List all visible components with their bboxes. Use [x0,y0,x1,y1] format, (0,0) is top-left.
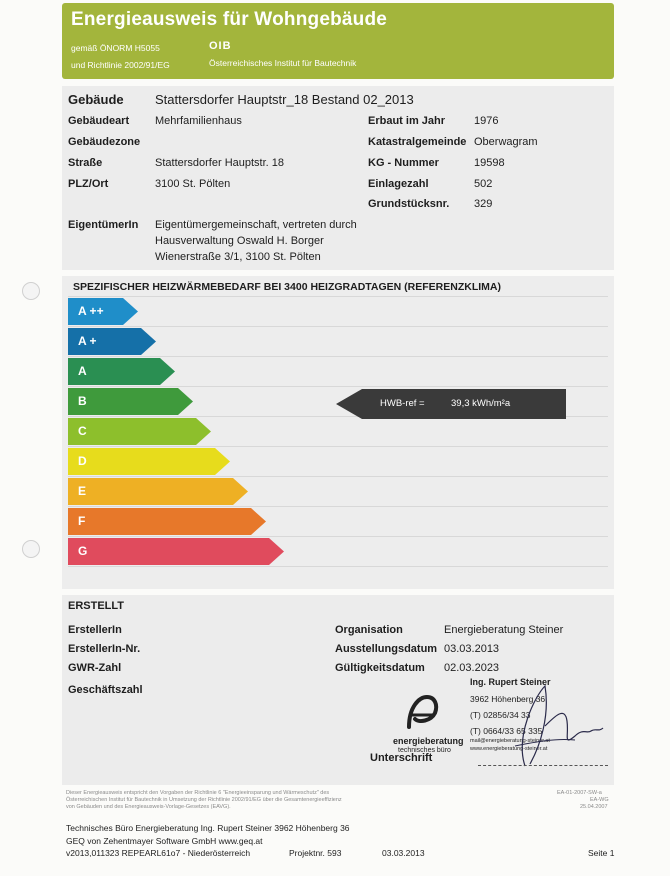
fineprint-line-1: Dieser Energieausweis entspricht den Vorgaben der Richtlinie 6 "Energieeinsparung und Wärmeschutz" des [66,790,330,796]
chart-grid-line [68,326,608,327]
building-type-label: Gebäudeart [68,115,130,127]
footer-line-3: v2013,011323 REPEARL61o7 - Niederösterreich [66,848,251,858]
chart-grid-line [68,566,608,567]
street-value: Stattersdorfer Hauptstr. 18 [155,157,285,169]
creator-label: ErstellerIn [68,624,122,636]
chart-grid-line [68,536,608,537]
oib-name: Österreichisches Institut für Bautechnik [209,58,357,68]
header-banner [62,3,614,79]
footer-line-2: GEQ von Zehentmayer Software GmbH www.geq.at [66,836,263,846]
energy-class-label: C [78,424,87,438]
chart-grid-line [68,356,608,357]
chart-title: SPEZIFISCHER HEIZWÄRMEBEDARF BEI 3400 HEIZGRADTAGEN (REFERENZKLIMA) [73,281,501,293]
stamp-mobile: (T) 0664/33 65 335 [470,726,543,736]
energy-class-label: A ++ [78,304,104,318]
cadastral-value: Oberwagram [474,136,538,148]
energy-class-label: G [78,544,88,558]
energy-class-bar-shape [68,538,284,565]
stamp-name: Ing. Rupert Steiner [470,677,551,687]
owner-line-1: Eigentümergemeinschaft, vertreten durch [155,219,357,231]
footer-line-1: Technisches Büro Energieberatung Ing. Rupert Steiner 3962 Höhenberg 36 [66,823,350,833]
oib-logo: OIB [209,40,232,52]
energy-class-bar [68,358,175,385]
stamp-brand: energieberatung [393,736,464,746]
energy-class-bar [68,298,138,325]
created-heading: ERSTELLT [68,600,125,612]
owner-line-3: Wienerstraße 3/1, 3100 St. Pölten [155,251,321,263]
punch-hole-bottom [22,540,40,558]
norm-line-2: und Richtlinie 2002/91/EG [71,60,170,70]
document-title: Energieausweis für Wohngebäude [71,9,388,30]
parcel-number-value: 329 [474,198,493,210]
business-number-label: Geschäftszahl [68,684,143,696]
building-zone-label: Gebäudezone [68,136,141,148]
gwr-label: GWR-Zahl [68,662,122,674]
energy-class-bar [68,418,211,445]
energy-class-bar [68,328,156,355]
deposit-number-label: Einlagezahl [368,178,429,190]
zip-city-label: PLZ/Ort [68,178,109,190]
energy-class-label: A + [78,334,97,348]
energy-class-label: A [78,364,87,378]
organisation-value: Energieberatung Steiner [444,624,564,636]
stamp-brand-sub: technisches büro [398,747,451,754]
stamp-phone: (T) 02856/34 33 [470,710,531,720]
built-year-label: Erbaut im Jahr [368,115,446,127]
signature-scribble [495,676,610,774]
form-code-1: EA-01-2007-SW-a [557,790,602,796]
building-type-value: Mehrfamilienhaus [155,115,242,127]
fineprint-line-3: von Gebäuden und des Energieausweis-Vorlage-Gesetzes (EAVG). [66,804,231,810]
kg-number-value: 19598 [474,157,505,169]
signature-line [478,765,608,766]
stamp-address: 3962 Höhenberg 36 [470,694,546,704]
street-label: Straße [68,157,103,169]
creator-number-label: ErstellerIn-Nr. [68,643,141,655]
issue-date-value: 03.03.2013 [444,643,500,655]
stamp-email: mail@energieberatung-steiner.at [470,738,550,744]
deposit-number-value: 502 [474,178,493,190]
energy-class-label: E [78,484,87,498]
hwb-label: HWB-ref = [380,398,425,409]
energy-class-bar [68,538,284,565]
footer-date: 03.03.2013 [382,848,425,858]
valid-until-label: Gültigkeitsdatum [335,662,425,674]
owner-line-2: Hausverwaltung Oswald H. Borger [155,235,324,247]
building-heading-label: Gebäude [68,92,124,107]
hwb-value: 39,3 kWh/m²a [451,398,511,409]
energy-class-bar [68,478,248,505]
fineprint-line-2: Österreichischen Institut für Bautechnik in Umsetzung der Richtlinie 2002/91/EG über die Gesamtenergieeffizienz [66,797,342,803]
footer-project: Projektnr. 593 [289,848,342,858]
energieberatung-logo-icon [405,693,441,735]
chart-grid-line [68,506,608,507]
kg-number-label: KG - Nummer [368,157,439,169]
energy-class-bar [68,508,266,535]
stamp-web: www.energieberatung-steiner.at [470,746,548,752]
signature-label: Unterschrift [370,752,433,764]
valid-until-value: 02.03.2023 [444,662,500,674]
organisation-label: Organisation [335,624,403,636]
energy-class-bar-shape [68,418,211,445]
form-code-2: EA-WG [590,797,609,803]
energy-class-label: D [78,454,87,468]
chart-grid-line [68,446,608,447]
owner-label: EigentümerIn [68,219,139,231]
energy-class-bar-shape [68,478,248,505]
chart-grid-line [68,386,608,387]
issue-date-label: Ausstellungsdatum [335,643,438,655]
norm-line-1: gemäß ÖNORM H5055 [71,43,160,53]
energy-class-bar-shape [68,448,230,475]
building-heading-value: Stattersdorfer Hauptstr_18 Bestand 02_2013 [155,92,414,107]
building-section [62,86,614,270]
chart-grid-line [68,296,608,297]
footer-page: Seite 1 [588,848,615,858]
built-year-value: 1976 [474,115,499,127]
zip-city-value: 3100 St. Pölten [155,178,231,190]
punch-hole-top [22,282,40,300]
energy-class-label: B [78,394,87,408]
energy-class-bar-shape [68,508,266,535]
energy-class-bar [68,448,230,475]
energy-class-label: F [78,514,86,528]
form-code-3: 25.04.2007 [580,804,608,810]
cadastral-label: Katastralgemeinde [368,136,467,148]
energy-class-bar [68,388,193,415]
hwb-indicator [336,389,566,419]
chart-grid-line [68,476,608,477]
parcel-number-label: Grundstücksnr. [368,198,450,210]
